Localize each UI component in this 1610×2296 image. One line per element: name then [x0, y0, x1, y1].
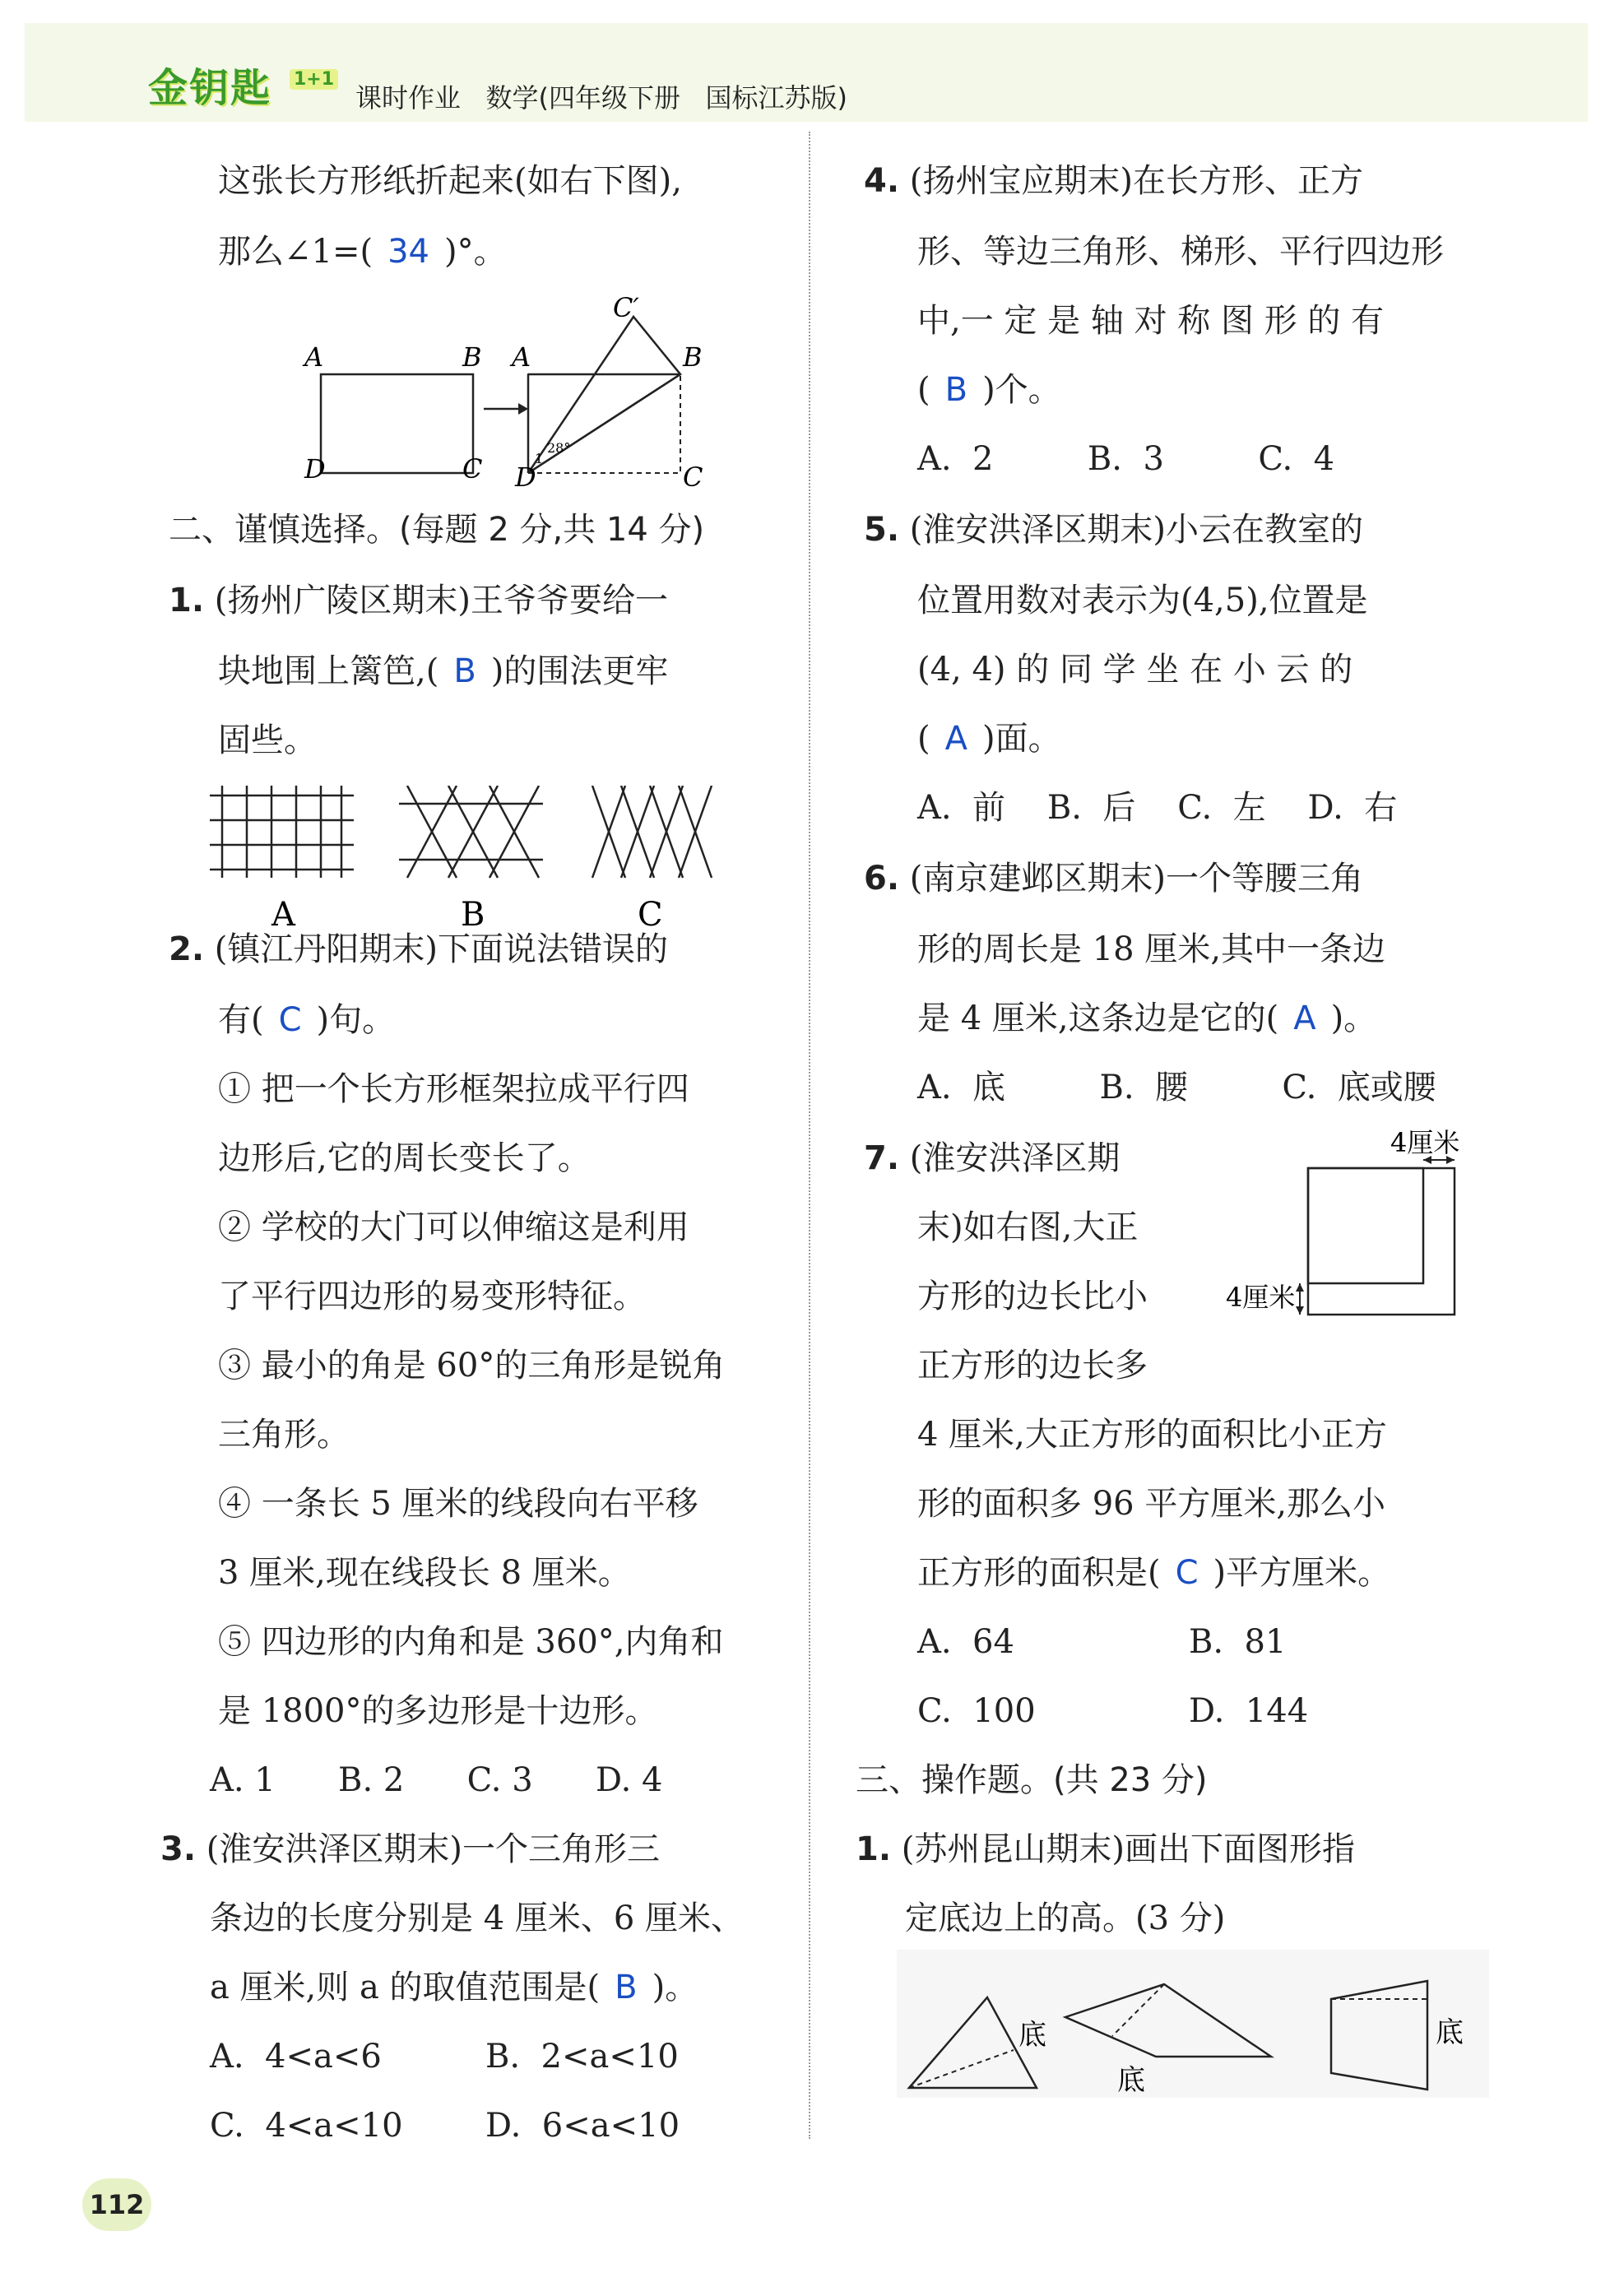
q5-line-1: 5. (淮安洪泽区期末)小云在教室的: [864, 511, 1363, 549]
q7-line-5: 4 厘米,大正方形的面积比小正方: [917, 1416, 1387, 1454]
q7-option-a: A. 64: [917, 1623, 1014, 1661]
q2-statement-3a: ③ 最小的角是 60°的三角形是锐角: [218, 1347, 726, 1385]
top-dim-label: 4厘米: [1390, 1127, 1460, 1158]
label-a: A: [304, 341, 324, 373]
q7-line-3: 方形的边长比小: [917, 1278, 1148, 1315]
p1-line-2: 定底边上的高。(3 分): [905, 1899, 1226, 1937]
q3-answer: B: [615, 1969, 638, 2006]
label-c-prime: C′: [613, 292, 639, 323]
q2-statement-5a: ⑤ 四边形的内角和是 360°,内角和: [218, 1623, 724, 1661]
brand-logo: 金钥匙: [148, 65, 272, 111]
section-2-heading: 二、谨慎选择。(每题 2 分,共 14 分): [169, 511, 705, 549]
q3-option-c: C. 4<a<10: [210, 2107, 403, 2145]
fence-label-a: A: [271, 896, 295, 934]
q5-line-2: 位置用数对表示为(4,5),位置是: [917, 582, 1368, 619]
q3-line-3: a 厘米,则 a 的取值范围是( B )。: [210, 1969, 698, 2006]
label-c: C: [462, 453, 483, 485]
label-a2: A: [512, 341, 531, 373]
squares-figure: [1226, 1127, 1497, 1341]
q2-statement-1a: ① 把一个长方形框架拉成平行四: [218, 1070, 689, 1108]
q2-line-2: 有( C )句。: [218, 1001, 396, 1039]
q6-answer: A: [1293, 1000, 1316, 1037]
continuation-line-2: 那么∠1=( 34 )°。: [218, 233, 507, 271]
q7-line-7: 正方形的面积是( C )平方厘米。: [917, 1554, 1391, 1592]
q5-number: 5.: [864, 511, 900, 549]
angle-1-label: 1: [535, 451, 544, 466]
q7-line-4: 正方形的边长多: [917, 1347, 1148, 1385]
big-square: [1308, 1168, 1455, 1315]
q2-statement-2a: ② 学校的大门可以伸缩这是利用: [218, 1208, 689, 1246]
q7-option-b: B. 81: [1189, 1623, 1287, 1661]
angle-28-label: 28°: [547, 440, 571, 456]
label-d: D: [304, 453, 326, 485]
q6-number: 6.: [864, 860, 900, 898]
rectangle-abcd: [321, 374, 473, 473]
height-shapes-figure: [897, 1950, 1489, 2098]
q5-line-3: (4, 4) 的 同 学 坐 在 小 云 的: [917, 651, 1353, 689]
q2-number: 2.: [169, 930, 205, 968]
q3-line-2: 条边的长度分别是 4 厘米、6 厘米、: [210, 1899, 745, 1937]
q2-line-1: 2. (镇江丹阳期末)下面说法错误的: [169, 930, 668, 968]
q7-option-c: C. 100: [917, 1692, 1036, 1730]
fence-figures: [210, 786, 736, 934]
small-square: [1308, 1168, 1423, 1283]
q1-answer: B: [453, 652, 476, 690]
q2-statement-5b: 是 1800°的多边形是十边形。: [218, 1692, 658, 1730]
q7-option-d: D. 144: [1189, 1692, 1309, 1730]
fence-b-triangles: [399, 786, 543, 878]
q3-option-b: B. 2<a<10: [485, 2038, 679, 2076]
label-b: B: [462, 341, 482, 373]
q6-line-1: 6. (南京建邺区期末)一个等腰三角: [864, 860, 1363, 898]
q7-answer: C: [1175, 1554, 1199, 1592]
label-c2: C: [683, 462, 703, 489]
fold-figure: [296, 292, 724, 489]
q2-statement-4b: 3 厘米,现在线段长 8 厘米。: [218, 1554, 631, 1592]
header-title: 课时作业 数学(四年级下册 国标江苏版): [355, 82, 848, 114]
left-dim-label: 4厘米: [1226, 1282, 1296, 1313]
q4-line-1: 4. (扬州宝应期末)在长方形、正方: [864, 162, 1363, 200]
section-3-heading: 三、操作题。(共 23 分): [856, 1761, 1208, 1799]
q4-line-4: ( B )个。: [917, 371, 1061, 409]
q6-line-2: 形的周长是 18 厘米,其中一条边: [917, 930, 1386, 968]
fence-a-grid: [210, 786, 354, 878]
q4-line-3: 中,一 定 是 轴 对 称 图 形 的 有: [917, 302, 1385, 340]
q1-line-2: 块地围上篱笆,( B )的围法更牢: [218, 652, 669, 690]
arrow-head: [518, 403, 528, 415]
q2-statement-2b: 了平行四边形的易变形特征。: [218, 1278, 646, 1315]
q3-line-1: 3. (淮安洪泽区期末)一个三角形三: [160, 1830, 660, 1868]
page-number: 112: [82, 2178, 151, 2231]
q4-number: 4.: [864, 162, 900, 200]
answer-angle: 34: [387, 233, 429, 271]
q2-statement-4a: ④ 一条长 5 厘米的线段向右平移: [218, 1485, 698, 1523]
q7-line-2: 末)如右图,大正: [917, 1208, 1139, 1246]
brand-badge: 1+1: [290, 69, 338, 90]
q1-line-1: 1. (扬州广陵区期末)王爷爷要给一: [169, 582, 668, 619]
label-d2: D: [515, 462, 536, 489]
q5-options: A. 前 B. 后 C. 左 D. 右: [917, 789, 1398, 827]
figure-background: [897, 1950, 1489, 2098]
p1-line-1: 1. (苏州昆山期末)画出下面图形指: [856, 1830, 1355, 1868]
q6-options: A. 底 B. 腰 C. 底或腰: [917, 1069, 1436, 1106]
q6-line-3: 是 4 厘米,这条边是它的( A )。: [917, 1000, 1377, 1037]
q3-number: 3.: [160, 1830, 197, 1868]
q7-line-6: 形的面积多 96 平方厘米,那么小: [917, 1485, 1386, 1523]
q1-line-3: 固些。: [218, 721, 317, 759]
parallelogram-base-label: 底: [1117, 2064, 1145, 2097]
q2-answer: C: [278, 1001, 302, 1039]
continuation-line-1: 这张长方形纸折起来(如右下图),: [218, 162, 682, 200]
left-dim-arrow-bottom: [1296, 1306, 1304, 1315]
fence-c-zigzag: [592, 786, 712, 878]
q3-option-a: A. 4<a<6: [210, 2038, 382, 2076]
trapezoid-base-label: 底: [1436, 2016, 1464, 2049]
q5-line-4: ( A )面。: [917, 720, 1061, 758]
q2-statement-3b: 三角形。: [218, 1416, 350, 1454]
q7-line-1: 7. (淮安洪泽区期: [864, 1139, 1121, 1177]
q4-answer: B: [944, 371, 968, 409]
q2-statement-1b: 边形后,它的周长变长了。: [218, 1139, 591, 1177]
q5-answer: A: [944, 720, 967, 758]
fence-label-b: B: [461, 896, 485, 934]
column-divider: [809, 132, 810, 2139]
q4-options: A. 2 B. 3 C. 4: [917, 440, 1335, 478]
q4-line-2: 形、等边三角形、梯形、平行四边形: [917, 233, 1444, 271]
triangle-base-label: 底: [1018, 2019, 1046, 2052]
q2-options: A. 1 B. 2 C. 3 D. 4: [210, 1761, 663, 1799]
p1-number: 1.: [856, 1830, 892, 1868]
label-b2: B: [683, 341, 703, 373]
fence-label-c: C: [638, 896, 663, 934]
q3-option-d: D. 6<a<10: [485, 2107, 680, 2145]
q7-number: 7.: [864, 1139, 900, 1177]
q1-number: 1.: [169, 582, 205, 619]
left-dim-arrow-top: [1296, 1283, 1304, 1292]
